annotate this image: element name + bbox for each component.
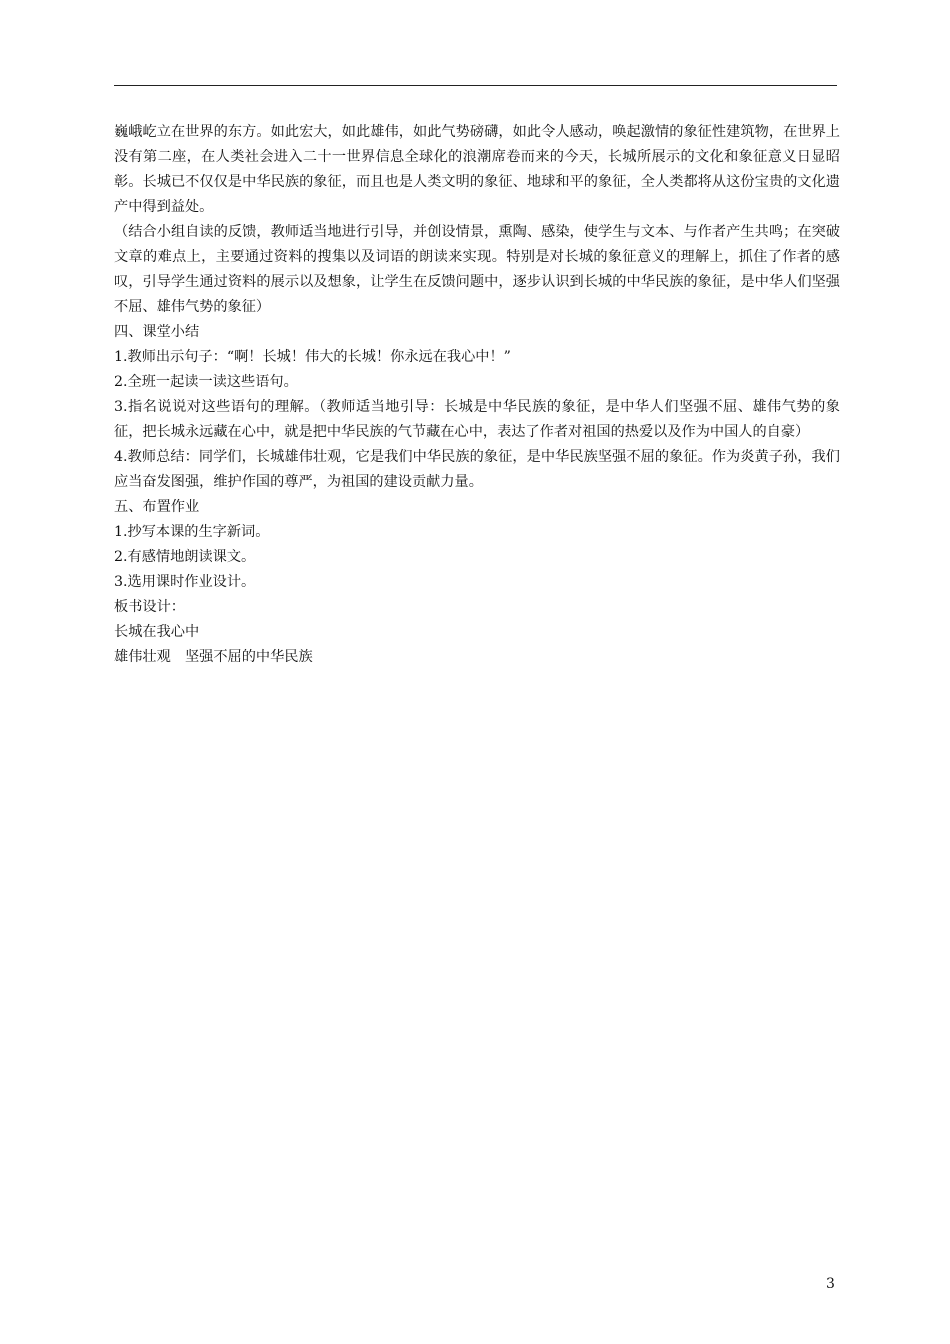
- list-item: 4.教师总结：同学们，长城雄伟壮观，它是我们中华民族的象征，是中华民族坚强不屈的象征。作为炎黄子孙，我们应当奋发图强，维护作国的尊严，为祖国的建设贡献力量。: [114, 449, 840, 490]
- list-item: 2.全班一起读一读这些语句。: [114, 374, 298, 390]
- paragraph-teaching-note: （结合小组自读的反馈，教师适当地进行引导，并创设情景，熏陶、感染，使学生与文本、与作者产生共鸣；在突破文章的难点上，主要通过资料的搜集以及词语的朗读来实现。特别是对长城的象征意义的理解上，抓住了作者的感叹，引导学生通过资料的展示以及想象，让学生在反馈问题中，逐步认识到长城的中华民族的象征，是中华人们坚强不屈、雄伟气势的象征）: [114, 224, 840, 315]
- list-item: 1.教师出示句子：“啊！长城！伟大的长城！你永远在我心中！”: [114, 349, 511, 365]
- section-heading-summary: 四、课堂小结: [114, 324, 200, 340]
- list-item: 1.抄写本课的生字新词。: [114, 524, 270, 540]
- board-design-title: 长城在我心中: [114, 624, 200, 640]
- board-design-label: 板书设计：: [114, 599, 185, 615]
- document-body: [114, 120, 840, 670]
- list-item: 2.有感情地朗读课文。: [114, 549, 256, 565]
- board-design-line: 雄伟壮观 坚强不屈的中华民族: [114, 649, 313, 665]
- list-item: 3.指名说说对这些语句的理解。（教师适当地引导：长城是中华民族的象征，是中华人们坚强不屈、雄伟气势的象征，把长城永远藏在心中，就是把中华民族的气节藏在心中，表达了作者对祖国的热爱以及作为中国人的自豪）: [114, 399, 840, 440]
- list-item: 3.选用课时作业设计。: [114, 574, 256, 590]
- header-rule: [114, 85, 837, 86]
- page-number: 3: [826, 1276, 835, 1292]
- section-heading-homework: 五、布置作业: [114, 499, 200, 515]
- paragraph-great-wall-symbol: 巍峨屹立在世界的东方。如此宏大，如此雄伟，如此气势磅礴，如此令人感动，唤起激情的象征性建筑物，在世界上没有第二座，在人类社会进入二十一世界信息全球化的浪潮席卷而来的今天，长城所展示的文化和象征意义日显昭彰。长城已不仅仅是中华民族的象征，而且也是人类文明的象征、地球和平的象征，全人类都将从这份宝贵的文化遗产中得到益处。: [114, 124, 840, 215]
